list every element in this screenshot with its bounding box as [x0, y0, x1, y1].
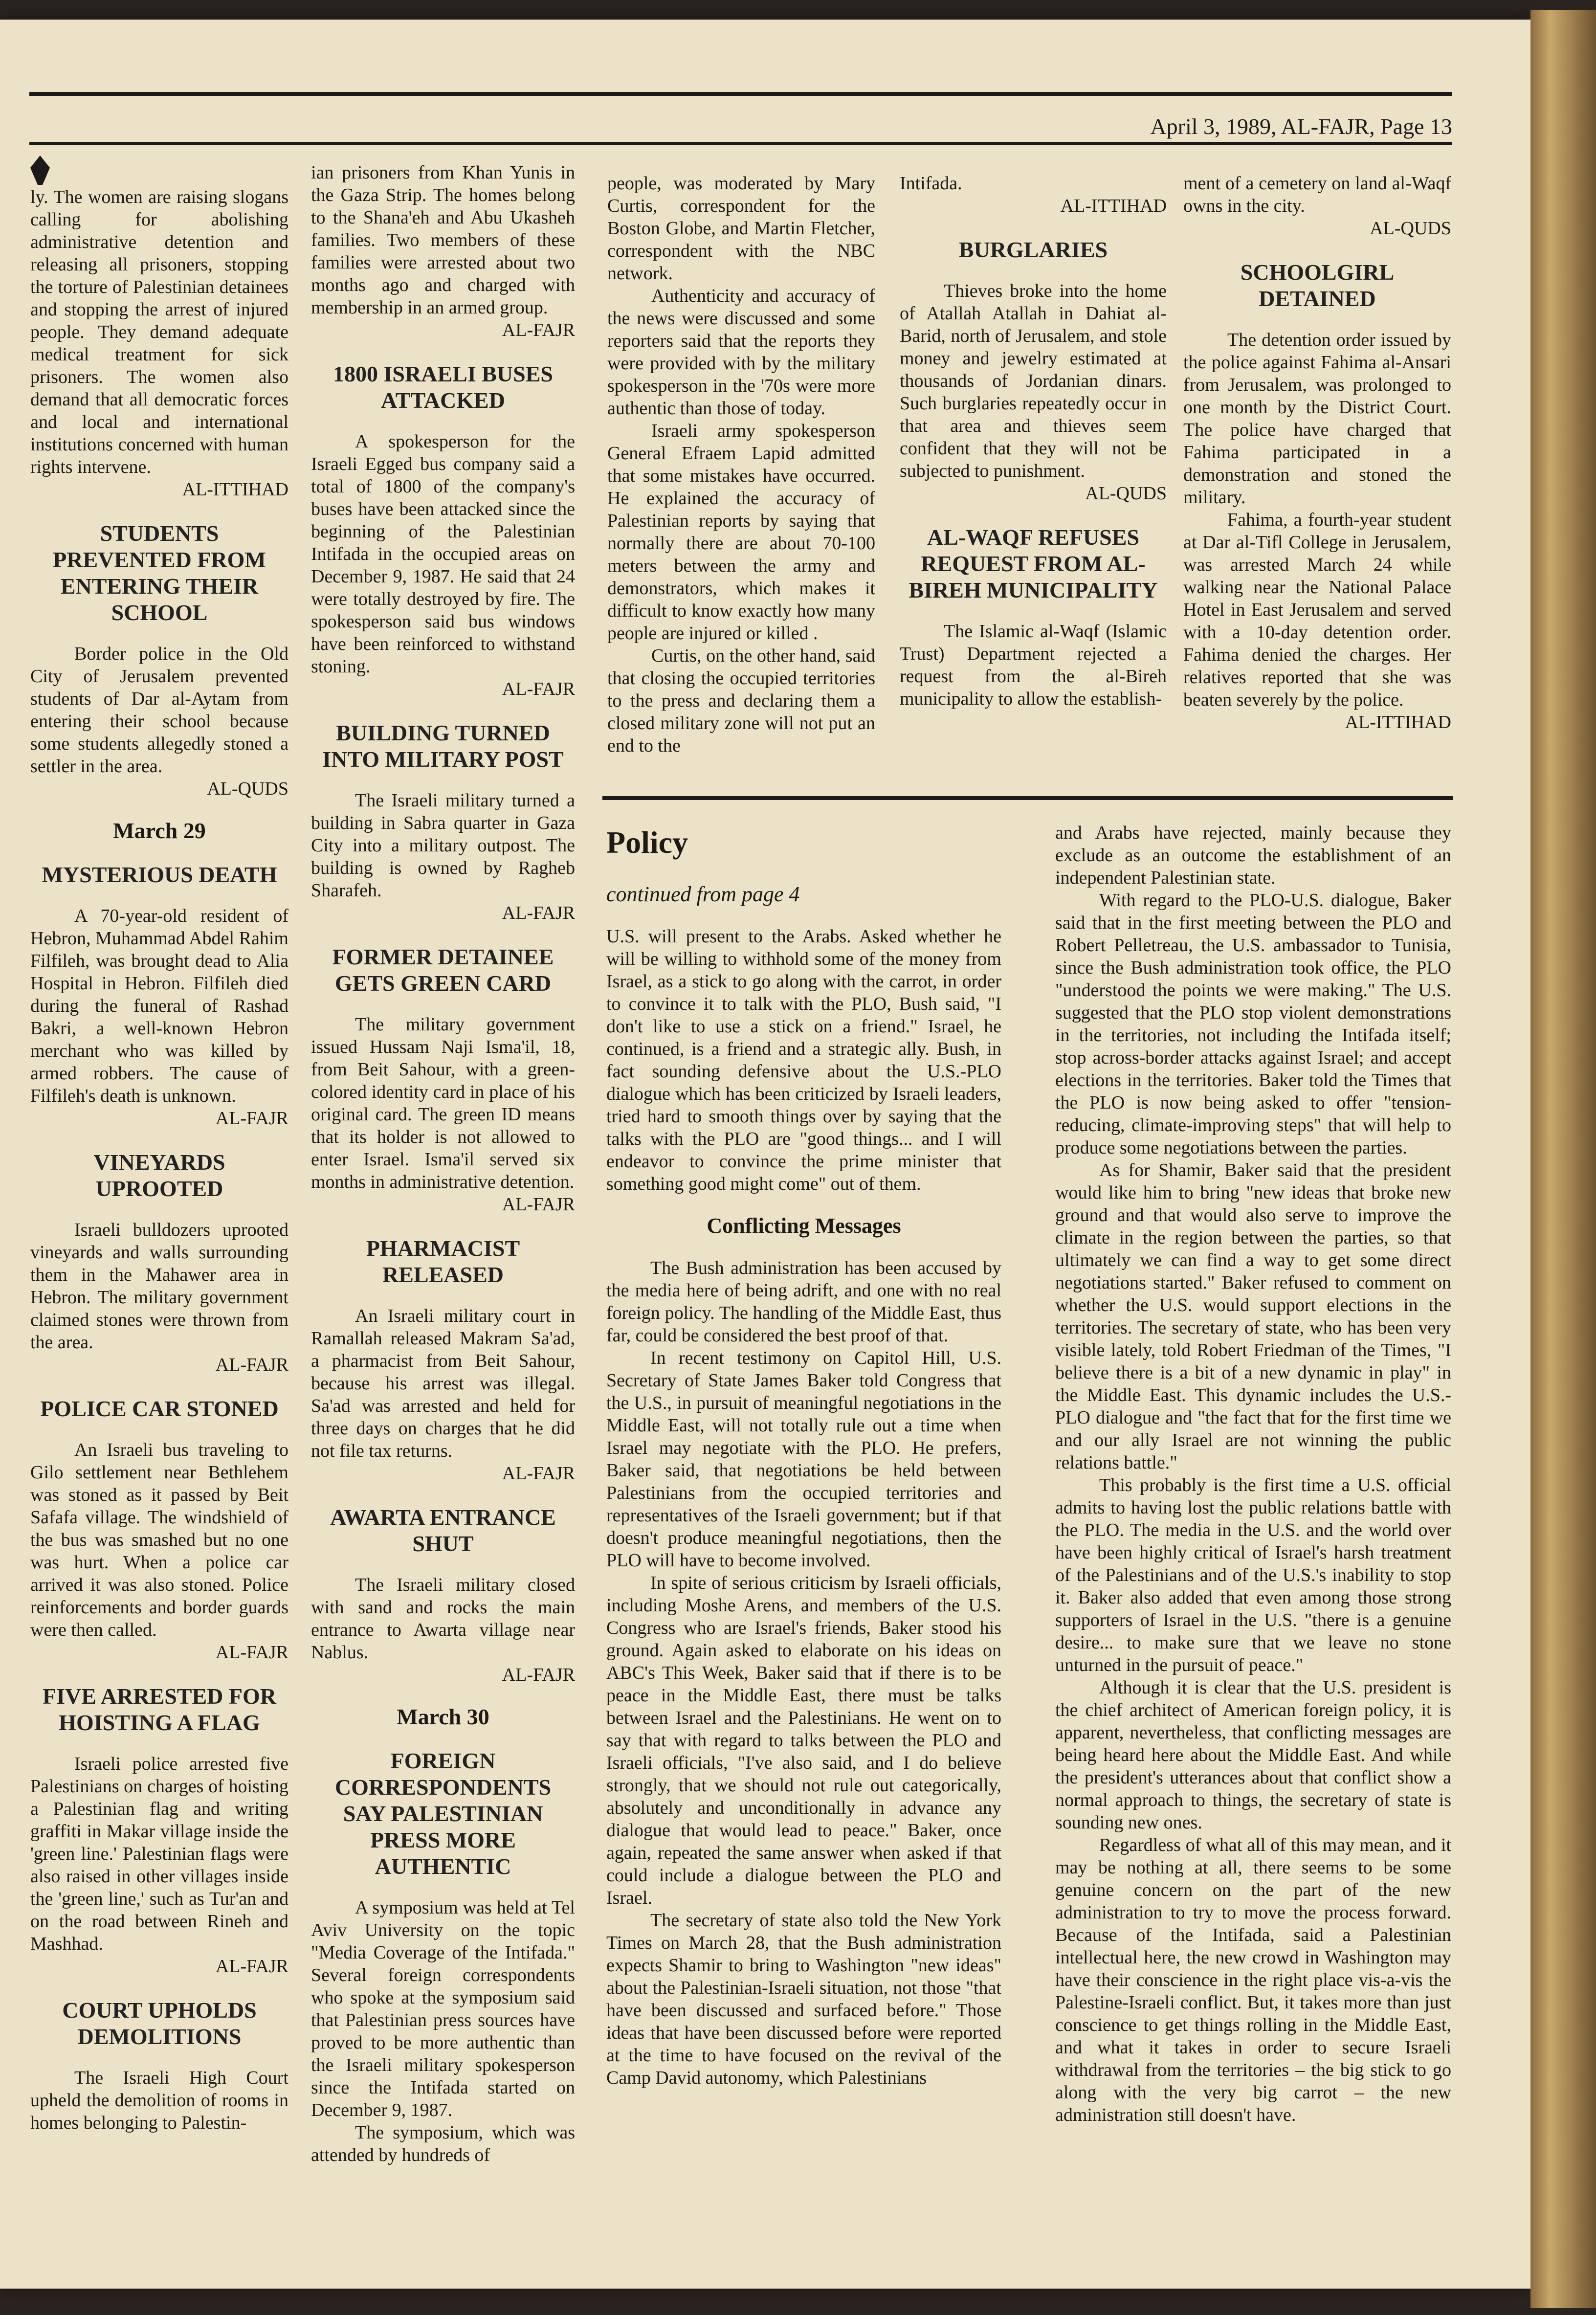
news-headline: VINEYARDS UPROOTED [93, 1150, 225, 1201]
news-headline: FOREIGN CORRESPONDENTS SAY PALESTINIAN PRESS MORE AUTHENTIC [334, 1748, 552, 1879]
news-headline: COURT UPHOLDS DEMOLITIONS [62, 1998, 257, 2049]
news-source: AL-ITTIHAD [182, 479, 288, 500]
article-paragraph: With regard to the PLO-U.S. dialogue, Baker said that in the first meeting between the PLO and Robert Pelletreau, the U.S. ambassador to Tunisia, since the Bush administration took office, the PLO "understood the points we were making." The U.S. suggested that the PLO stop violent demonstrations in the territories, not including the Intifada itself; stop across-border attacks against Israel; and accept elections in the territories. Baker told the Times that the PLO is now being asked to offer "tension-reducing, climate-improving steps" that will help to produce some negotiations between the parties. [1055, 890, 1451, 1158]
news-headline: FIVE ARRESTED FOR HOISTING A FLAG [43, 1684, 276, 1735]
news-paragraph: The symposium, which was attended by hundreds of [311, 2122, 575, 2165]
article-paragraph: The Bush administration has been accused by the media here of being adrift, and one with no real foreign policy. The handling of the Middle East, thus far, could be considered the best proof of that. [606, 1258, 1001, 1346]
article-paragraph: As for Shamir, Baker said that the president would like him to bring "new ideas that broke new ground and that would also serve to improve the climate in the region between the parties, so that ultimately we can find a way to get some direct negotiations started." Baker refused to comment on whether the U.S. would support elections in the territories. The secretary of state, who has been very visible lately, told Robert Friedman of the Times, "I believe there is a bit of a new dynamic in play" in the Middle East. This dynamic includes the U.S.-PLO dialogue and "the fact that for the first time we and our ally Israel are not winning the public relations battle." [1055, 1160, 1451, 1473]
news-paragraph: Thieves broke into the home of Atallah Atallah in Dahiat al-Barid, north of Jerusalem, and stole money and jewelry estimated at thousands of Jordanian dinars. Such burglaries repeatedly occur in that area and thieves seem confident that they will not be subjected to punishment. [900, 281, 1167, 481]
article-paragraph: U.S. will present to the Arabs. Asked whether he will be willing to withhold some of the money from Israel, as a stick to go along with the carrot, in order to convince it to talk with the PLO, Bush said, "I don't like to use a stick on a friend." Israel, he continued, is a friend and a strategic ally. Bush, in fact sounding defensive about the U.S.-PLO dialogue which has been criticized by Israeli leaders, tried hard to smooth things over by saying that the talks with the PLO are "good things... and I will endeavor to convince the prime minister that something good might come" out of them. [606, 926, 1001, 1194]
news-paragraph: The Israeli military turned a building in Sabra quarter in Gaza City into a military outpost. The building is owned by Ragheb Sharafeh. [311, 790, 575, 901]
news-headline: FORMER DETAINEE GETS GREEN CARD [332, 944, 554, 996]
article-paragraph: and Arabs have rejected, mainly because they exclude as an outcome the establishment of an independent Palestinian state. [1055, 823, 1451, 888]
news-paragraph: An Israeli bus traveling to Gilo settlement near Bethlehem was stoned as it passed by Beit Safafa village. The windshield of the bus was smashed but no one was hurt. When a police car arrived it was also stoned. Police reinforcements and border guards were then called. [30, 1440, 288, 1640]
news-paragraph: ment of a cemetery on land al-Waqf owns in the city. [1183, 173, 1451, 216]
news-paragraph: Authenticity and accuracy of the news were discussed and some reporters said that the reports they were provided with by the military spokesperson in the '70s were more authentic than those of today. [607, 286, 875, 419]
policy-column-b [1055, 822, 1451, 2259]
news-source: AL-FAJR [502, 679, 575, 699]
policy-column-a [606, 831, 1001, 2249]
date-heading: March 30 [397, 1704, 489, 1729]
bullet-mark-icon [30, 156, 50, 185]
news-source: AL-FAJR [215, 1355, 288, 1375]
news-paragraph: An Israeli military court in Ramallah released Makram Sa'ad, a pharmacist from Beit Sahour, because his arrest was illegal. Sa'ad was arrested and held for three days on charges that he did not file tax returns. [311, 1306, 575, 1461]
article-paragraph: The secretary of state also told the New York Times on March 28, that the Bush administration expects Shamir to bring to Washington "new ideas" about the Palestinian-Israeli situation, not those "that have been discussed and surfaced before." Those ideas that have been discussed before were reported at the time to have focused on the revival of the Camp David autonomy, which Palestinians [606, 1910, 1001, 2088]
news-paragraph: Israeli bulldozers uprooted vineyards and walls surrounding them in the Mahawer area in Hebron. The military government claimed stones were thrown from the area. [30, 1220, 288, 1353]
news-source: AL-ITTIHAD [1060, 196, 1167, 216]
news-paragraph: ly. The women are raising slogans calling for abolishing administrative detention and releasing all prisoners, stopping the torture of Palestinian detainees and stopping the arrest of injured people. They demand adequate medical treatment for sick prisoners. The women also demand that all democratic forces and local and international institutions concerned with human rights intervene. [30, 187, 288, 477]
news-headline: BURGLARIES [958, 237, 1108, 262]
news-headline: POLICE CAR STONED [40, 1396, 279, 1421]
news-headline: MYSTERIOUS DEATH [42, 862, 277, 887]
news-source: AL-FAJR [215, 1108, 288, 1129]
article-paragraph: This probably is the first time a U.S. official admits to having lost the public relations battle with the PLO. The media in the U.S. and the world over have been highly critical of Israel's harsh treatment of the Palestinians and of the U.S.'s inability to stop it. Baker also added that even among those strong supporters of Israel in the U.S. "there is a genuine desire... to make sure that we leave no stone unturned in the pursuit of peace." [1055, 1475, 1451, 1675]
news-paragraph: The Israeli High Court upheld the demolition of rooms in homes belonging to Palestin- [30, 2068, 288, 2133]
news-paragraph: Israeli police arrested five Palestinians on charges of hoisting a Palestinian flag and writing graffiti in Makar village inside the 'green line.' Palestinian flags were also raised in other villages inside the 'green line,' such as Tur'an and on the road between Rineh and Mashhad. [30, 1754, 288, 1954]
news-headline: AL-WAQF REFUSES REQUEST FROM AL-BIREH MUNICIPALITY [909, 525, 1158, 602]
news-paragraph: people, was moderated by Mary Curtis, correspondent for the Boston Globe, and Martin Fletcher, correspondent with the NBC network. [607, 173, 875, 284]
news-source: AL-ITTIHAD [1345, 712, 1451, 733]
news-paragraph: A 70-year-old resident of Hebron, Muhammad Abdel Rahim Filfileh, was brought dead to Alia Hospital in Hebron. Filfileh died during the funeral of Rashad Bakri, a well-known Hebron merchant who was killed by armed robbers. The cause of Filfileh's death is unknown. [30, 906, 288, 1106]
news-source: AL-FAJR [502, 1665, 575, 1685]
news-paragraph: The Islamic al-Waqf (Islamic Trust) Department rejected a request from the al-Bireh municipality to allow the establish- [900, 621, 1167, 709]
news-paragraph: ian prisoners from Khan Yunis in the Gaza Strip. The homes belong to the Shana'eh and Abu Ukasheh families. Two members of these families were arrested about two months ago and charged with membership in an armed group. [311, 162, 575, 318]
column-1 [30, 186, 288, 2289]
section-rule [602, 796, 1453, 800]
news-source: AL-FAJR [502, 320, 575, 340]
column-3 [607, 172, 875, 783]
news-paragraph: Fahima, a fourth-year student at Dar al-Tifl College in Jerusalem, was arrested March 24 while walking near the National Palace Hotel in East Jerusalem and served with a 10-day detention order. Fahima denied the charges. Her relatives reported that she was beaten severely by the police. [1183, 510, 1451, 710]
news-paragraph: Border police in the Old City of Jerusalem prevented students of Dar al-Aytam from entering their school because some students allegedly stoned a settler in the area. [30, 644, 288, 777]
article-paragraph: In spite of serious criticism by Israeli officials, including Moshe Arens, and members of the U.S. Congress who are Israel's friends, Baker stood his ground. Again asked to elaborate on his ideas on ABC's This Week, Baker said that if there is to be peace in the Middle East, there must be talks between Israel and the Palestinians. He went on to say that with regard to talks between the PLO and Israeli officials, "I've also said, and I do believe strongly, that we should not rule out categorically, absolutely and unconditionally in advance any dialogue that would lead to peace." Baker, once again, repeated the same answer when asked if that could include a dialogue between the PLO and Israel. [606, 1573, 1001, 1908]
news-source: AL-QUDS [1085, 483, 1167, 504]
news-headline: AWARTA ENTRANCE SHUT [330, 1505, 556, 1556]
header-rule-lower [29, 142, 1452, 145]
article-paragraph: Regardless of what all of this may mean, and it may be nothing at all, there seems to be some genuine concern on the part of the new administration to try to move the process forward. Because of the Intifada, said a Palestinian intellectual here, the new crowd in Washington may have their conscience in the right place vis-a-vis the Palestine-Israeli conflict. But, it takes more than just conscience to get things rolling in the Middle East, and what it takes in order to secure Israeli withdrawal from the territories – the big stick to go along with the very big carrot – the new administration still doesn't have. [1055, 1835, 1451, 2125]
date-heading: March 29 [113, 818, 206, 843]
article-subhead: Conflicting Messages [707, 1214, 901, 1238]
column-4 [900, 172, 1167, 783]
news-source: AL-FAJR [502, 903, 575, 923]
article-title: Policy [606, 831, 688, 860]
column-2 [311, 161, 575, 2284]
news-source: AL-FAJR [502, 1194, 575, 1215]
news-paragraph: The detention order issued by the police against Fahima al-Ansari from Jerusalem, was prolonged to one month by the District Court. The police have charged that Fahima participated in a demonstration and stoned the military. [1183, 330, 1451, 508]
news-paragraph: Israeli army spokesperson General Efraem Lapid admitted that some mistakes have occurred. He explained the accuracy of Palestinian reports by saying that normally there are about 70-100 meters between the army and demonstrators, which makes it difficult to know exactly how many people are injured or killed . [607, 421, 875, 644]
article-paragraph: Although it is clear that the U.S. president is the chief architect of American foreign policy, it is apparent, nevertheless, that conflicting messages are being heard here about the Middle East. And while the president's utterances about that conflict show a normal approach to things, the secretary of state is sounding new ones. [1055, 1677, 1451, 1833]
news-headline: 1800 ISRAELI BUSES ATTACKED [333, 361, 553, 413]
news-paragraph: Intifada. [900, 173, 962, 194]
news-headline: PHARMACIST RELEASED [366, 1236, 520, 1287]
news-source: AL-QUDS [1370, 218, 1451, 239]
news-headline: SCHOOLGIRL DETAINED [1240, 260, 1395, 311]
news-source: AL-FAJR [502, 1463, 575, 1484]
article-paragraph: In recent testimony on Capitol Hill, U.S. Secretary of State James Baker told Congress that the U.S., in pursuit of meaningful negotiations in the Middle East, will not totally rule out a time when Israel may negotiate with the PLO. He prefers, Baker said, that negotiations be held between Palestinians from the occupied territories and representatives of the Israeli government; but if that doesn't produce meaningful negotiations, then the PLO will have to become involved. [606, 1348, 1001, 1571]
header-rule [29, 92, 1452, 96]
news-source: AL-QUDS [207, 779, 288, 799]
news-paragraph: The Israeli military closed with sand and rocks the main entrance to Awarta village near Nablus. [311, 1575, 575, 1663]
news-paragraph: The military government issued Hussam Naji Isma'il, 18, from Beit Sahour, with a green-colored identity card in place of his original card. The green ID means that its holder is not allowed to enter Israel. Isma'il served six months in administrative detention. [311, 1014, 575, 1192]
page-folio: April 3, 1989, AL-FAJR, Page 13 [1150, 114, 1452, 139]
news-source: AL-FAJR [215, 1642, 288, 1663]
news-headline: BUILDING TURNED INTO MILITARY POST [322, 720, 564, 772]
column-5 [1183, 172, 1451, 783]
news-paragraph: A symposium was held at Tel Aviv University on the topic "Media Coverage of the Intifada." Several foreign correspondents who spoke at the symposium said that Palestinian press sources have proved to be more authentic than the Israeli military spokesperson since the Intifada started on December 9, 1987. [311, 1897, 575, 2120]
news-headline: STUDENTS PREVENTED FROM ENTERING THEIR SCHOOL [53, 521, 266, 625]
book-spine [1530, 10, 1596, 2308]
news-paragraph: A spokesperson for the Israeli Egged bus company said a total of 1800 of the company's buses have been attacked since the beginning of the Palestinian Intifada in the occupied areas on December 9, 1987. He said that 24 were totally destroyed by fire. The spokesperson said bus windows have been reinforced to withstand stoning. [311, 431, 575, 677]
continued-note: continued from page 4 [606, 882, 800, 906]
news-source: AL-FAJR [215, 1956, 288, 1977]
news-paragraph: Curtis, on the other hand, said that closing the occupied territories to the press and declaring them a closed military zone will not put an end to the [607, 646, 875, 756]
